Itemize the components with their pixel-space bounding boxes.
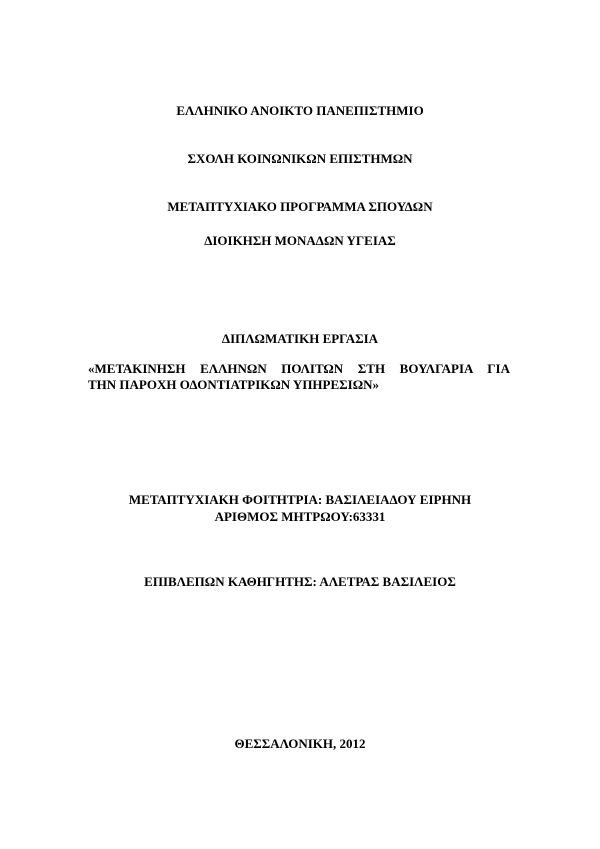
program-name: ΜΕΤΑΠΤΥΧΙΑΚΟ ΠΡΟΓΡΑΜΜΑ ΣΠΟΥΔΩΝ <box>167 199 433 214</box>
specialization-name: ΔΙΟΙΚΗΣΗ ΜΟΝΑΔΩΝ ΥΓΕΙΑΣ <box>204 233 396 248</box>
thesis-title <box>88 361 510 393</box>
registration-number: ΑΡΙΘΜΟΣ ΜΗΤΡΩΟΥ:63331 <box>214 509 386 524</box>
university-name: ΕΛΛΗΝΙΚΟ ΑΝΟΙΚΤΟ ΠΑΝΕΠΙΣΤΗΜΙΟ <box>176 103 424 118</box>
place-date: ΘΕΣΣΑΛΟΝΙΚΗ, 2012 <box>234 736 366 751</box>
student-line: ΜΕΤΑΠΤΥΧΙΑΚΗ ΦΟΙΤΗΤΡΙΑ: ΒΑΣΙΛΕΙΑΔΟΥ ΕΙΡΗΝΗ <box>128 492 472 507</box>
thesis-title-line-1: «ΜΕΤΑΚΙΝΗΣΗ ΕΛΛΗΝΩΝ ΠΟΛΙΤΩΝ ΣΤΗ ΒΟΥΛΓΑΡΙΑ ΓΙΑ <box>88 361 510 376</box>
thesis-type: ΔΙΠΛΩΜΑΤΙΚΗ ΕΡΓΑΣΙΑ <box>221 331 379 346</box>
supervisor-line: ΕΠΙΒΛΕΠΩΝ ΚΑΘΗΓΗΤΗΣ: ΑΛΕΤΡΑΣ ΒΑΣΙΛΕΙΟΣ <box>144 574 456 589</box>
school-name: ΣΧΟΛΗ ΚΟΙΝΩΝΙΚΩΝ ΕΠΙΣΤΗΜΩΝ <box>187 151 413 166</box>
thesis-title-line-2: ΤΗΝ ΠΑΡΟΧΗ ΟΔΟΝΤΙΑΤΡΙΚΩΝ ΥΠΗΡΕΣΙΩΝ» <box>88 377 380 392</box>
